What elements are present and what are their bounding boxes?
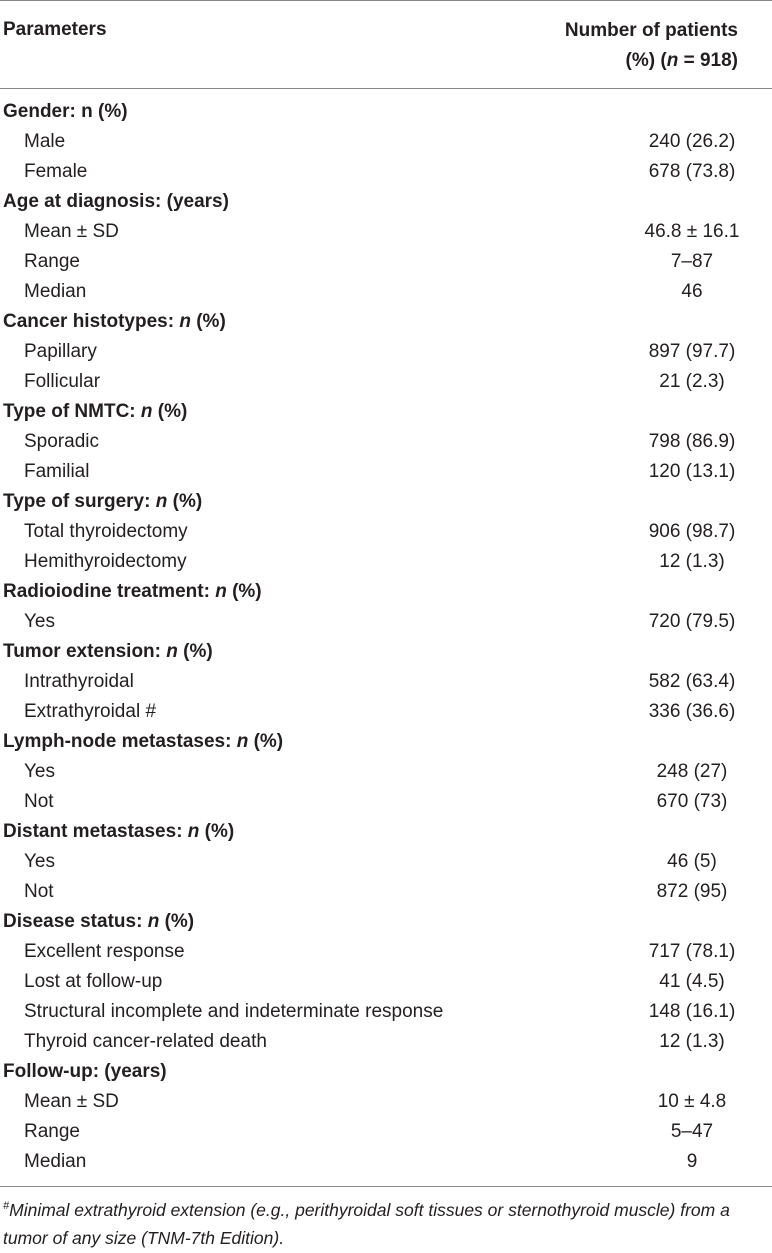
row-label: Intrathyroidal	[24, 671, 134, 692]
row-value: 12 (1.3)	[659, 551, 725, 572]
row-label: Structural incomplete and indeterminate response	[24, 1001, 444, 1022]
header-line2-n: n	[666, 50, 679, 71]
row-value: 670 (73)	[656, 791, 728, 812]
row-label: Follicular	[24, 371, 101, 392]
footnote-marker: #	[3, 1200, 10, 1212]
category-label: Lymph-node metastases: n (%)	[3, 731, 284, 752]
row-label: Male	[24, 131, 66, 152]
row-value: 240 (26.2)	[648, 131, 736, 152]
footnote-text: Minimal extrathyroid extension (e.g., perithyroidal soft tissues or sternothyroid muscle) from a tumor of any size (TNM-7th Edition).	[3, 1199, 730, 1248]
row-value: 582 (63.4)	[648, 671, 736, 692]
category-row	[0, 187, 772, 217]
table-row	[0, 1117, 772, 1147]
header-line1: Number of patients	[564, 20, 738, 41]
table-row	[0, 547, 772, 577]
table-row	[0, 157, 772, 187]
table-row	[0, 697, 772, 727]
row-label: Extrathyroidal #	[24, 701, 157, 722]
header-line2-pre: (%) (	[625, 50, 667, 71]
header-line2	[565, 46, 738, 76]
category-row	[0, 97, 772, 127]
category-label: Tumor extension: n (%)	[3, 641, 213, 662]
row-label: Mean ± SD	[24, 221, 119, 242]
row-value	[492, 401, 772, 423]
row-value: 10 ± 4.8	[657, 1091, 727, 1112]
row-label: Yes	[24, 611, 55, 632]
category-row	[0, 907, 772, 937]
row-value: 798 (86.9)	[648, 431, 736, 452]
category-row	[0, 637, 772, 667]
row-value: 897 (97.7)	[648, 341, 736, 362]
row-value	[492, 581, 772, 603]
row-label: Median	[24, 1151, 87, 1172]
row-value	[492, 911, 772, 933]
table-row	[0, 127, 772, 157]
header-parameters: Parameters	[3, 19, 107, 40]
row-label: Not	[24, 881, 54, 902]
row-value	[492, 101, 772, 123]
table-row	[0, 247, 772, 277]
row-value	[492, 311, 772, 333]
row-label: Yes	[24, 761, 55, 782]
row-label: Sporadic	[24, 431, 99, 452]
category-row	[0, 307, 772, 337]
table-row	[0, 787, 772, 817]
header-line2-post: = 918)	[678, 50, 738, 71]
row-label: Yes	[24, 851, 55, 872]
category-row	[0, 577, 772, 607]
category-row	[0, 487, 772, 517]
footnote	[0, 1187, 772, 1252]
table-row	[0, 1087, 772, 1117]
row-value: 248 (27)	[656, 761, 728, 782]
category-label: Age at diagnosis: (years)	[3, 191, 229, 212]
row-value	[492, 731, 772, 753]
table-row	[0, 877, 772, 907]
table-row	[0, 517, 772, 547]
row-label: Range	[24, 1121, 80, 1142]
row-value: 678 (73.8)	[648, 161, 736, 182]
row-value: 5–47	[670, 1121, 714, 1142]
row-value: 720 (79.5)	[648, 611, 736, 632]
category-label: Type of surgery: n (%)	[3, 491, 203, 512]
table-row	[0, 667, 772, 697]
row-label: Hemithyroidectomy	[24, 551, 187, 572]
table-header	[0, 1, 772, 88]
category-label: Disease status: n (%)	[3, 911, 195, 932]
row-value: 906 (98.7)	[648, 521, 736, 542]
category-row	[0, 397, 772, 427]
row-label: Range	[24, 251, 80, 272]
table-row	[0, 457, 772, 487]
row-value	[492, 821, 772, 843]
row-value: 120 (13.1)	[648, 461, 736, 482]
category-label: Gender: n (%)	[3, 101, 128, 122]
row-value: 148 (16.1)	[648, 1001, 736, 1022]
category-label: Cancer histotypes: n (%)	[3, 311, 226, 332]
row-value: 46	[681, 281, 703, 302]
table-row	[0, 427, 772, 457]
row-value: 12 (1.3)	[659, 1031, 725, 1052]
row-value: 46 (5)	[667, 851, 717, 872]
table-row	[0, 847, 772, 877]
row-label: Not	[24, 791, 54, 812]
row-label: Mean ± SD	[24, 1091, 119, 1112]
row-value	[492, 641, 772, 663]
row-label: Median	[24, 281, 87, 302]
table-row	[0, 757, 772, 787]
table-row	[0, 367, 772, 397]
row-value	[492, 491, 772, 513]
row-value	[492, 191, 772, 213]
row-value: 7–87	[670, 251, 714, 272]
row-value: 46.8 ± 16.1	[644, 221, 740, 242]
category-label: Distant metastases: n (%)	[3, 821, 235, 842]
header-number-of-patients	[565, 16, 772, 76]
table-row	[0, 937, 772, 967]
row-label: Female	[24, 161, 88, 182]
category-row	[0, 817, 772, 847]
table-row	[0, 217, 772, 247]
row-label: Familial	[24, 461, 90, 482]
category-row	[0, 727, 772, 757]
table-row	[0, 277, 772, 307]
row-value: 872 (95)	[656, 881, 728, 902]
table-row	[0, 607, 772, 637]
row-value: 21 (2.3)	[659, 371, 725, 392]
table-row	[0, 997, 772, 1027]
row-value: 717 (78.1)	[648, 941, 736, 962]
row-value	[492, 1061, 772, 1083]
row-label: Papillary	[24, 341, 97, 362]
table-row	[0, 967, 772, 997]
row-value: 41 (4.5)	[659, 971, 725, 992]
table-row	[0, 1147, 772, 1177]
row-label: Thyroid cancer-related death	[24, 1031, 267, 1052]
category-row	[0, 1057, 772, 1087]
category-label: Radioiodine treatment: n (%)	[3, 581, 262, 602]
category-label: Type of NMTC: n (%)	[3, 401, 188, 422]
category-label: Follow-up: (years)	[3, 1061, 167, 1082]
row-label: Lost at follow-up	[24, 971, 163, 992]
row-value: 336 (36.6)	[648, 701, 736, 722]
table-body	[0, 97, 772, 1177]
table-row	[0, 1027, 772, 1057]
row-label: Total thyroidectomy	[24, 521, 188, 542]
row-label: Excellent response	[24, 941, 185, 962]
row-value: 9	[686, 1151, 698, 1172]
table-row	[0, 337, 772, 367]
